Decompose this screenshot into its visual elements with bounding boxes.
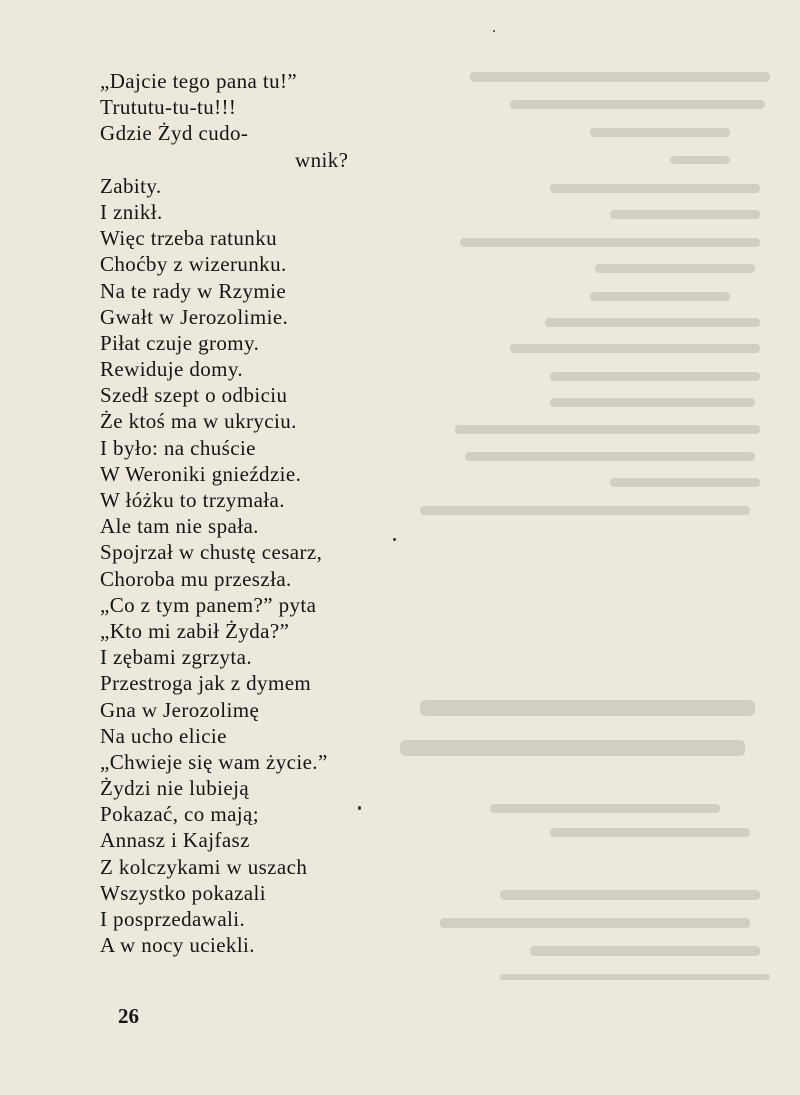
ink-speck [393,538,396,541]
poem-line: Szedł szept o odbiciu [100,383,288,408]
poem-line: Gna w Jerozolimę [100,697,260,722]
ink-speck [358,806,361,810]
poem-line: Annasz i Kajfasz [100,828,250,853]
poem-line: Żydzi nie lubieją [100,776,250,801]
poem-line: Gdzie Żyd cudo- [100,121,249,146]
poem-line: Gwałt w Jerozolimie. [100,304,289,329]
ink-speck [493,30,495,32]
poem-line: I zębami zgrzyta. [100,645,252,670]
poem-line: I znikł. [100,199,163,224]
poem-line: Pokazać, co mają; [100,802,259,827]
poem-line: Rewiduje domy. [100,357,244,382]
poem-line: W Weroniki gnieździe. [100,461,302,486]
poem-line: „Kto mi zabił Żyda?” [100,618,290,643]
poem-line: Na te rady w Rzymie [100,278,287,303]
poem-line: Trututu-tu-tu!!! [100,95,237,120]
poem-line: Więc trzeba ratunku [100,226,277,251]
poem-line: W łóżku to trzymała. [100,488,285,512]
poem-line: „Dajcie tego pana tu!” [100,69,298,93]
poem-line: Na ucho elicie [100,723,227,748]
poem-line: I posprzedawali. [100,907,246,931]
poem-line: Spojrzał w chustę cesarz, [100,540,323,565]
poem-line: Piłat czuje gromy. [100,330,260,355]
poem-line: Ale tam nie spała. [100,514,259,539]
poem-line: Zabity. [100,173,162,198]
poem-line: A w nocy uciekli. [100,933,255,958]
poem-line: „Co z tym panem?” pyta [100,592,317,617]
poem-line: Z kolczykami w uszach [100,854,308,879]
poem-line: I było: na chuście [100,435,256,460]
poem-line: Przestroga jak z dymem [100,671,312,696]
bleed-through-texture [400,60,780,980]
poem-line: „Chwieje się wam życie.” [100,749,328,774]
page-number: 26 [118,1004,139,1028]
poem-text [100,68,430,958]
poem-line: Że ktoś ma w ukryciu. [100,409,297,434]
poem-line: Wszystko pokazali [100,880,267,905]
poem-line: Choćby z wizerunku. [100,252,287,277]
poem-line: Choroba mu przeszła. [100,566,292,591]
poem-line: wnik? [295,147,349,172]
